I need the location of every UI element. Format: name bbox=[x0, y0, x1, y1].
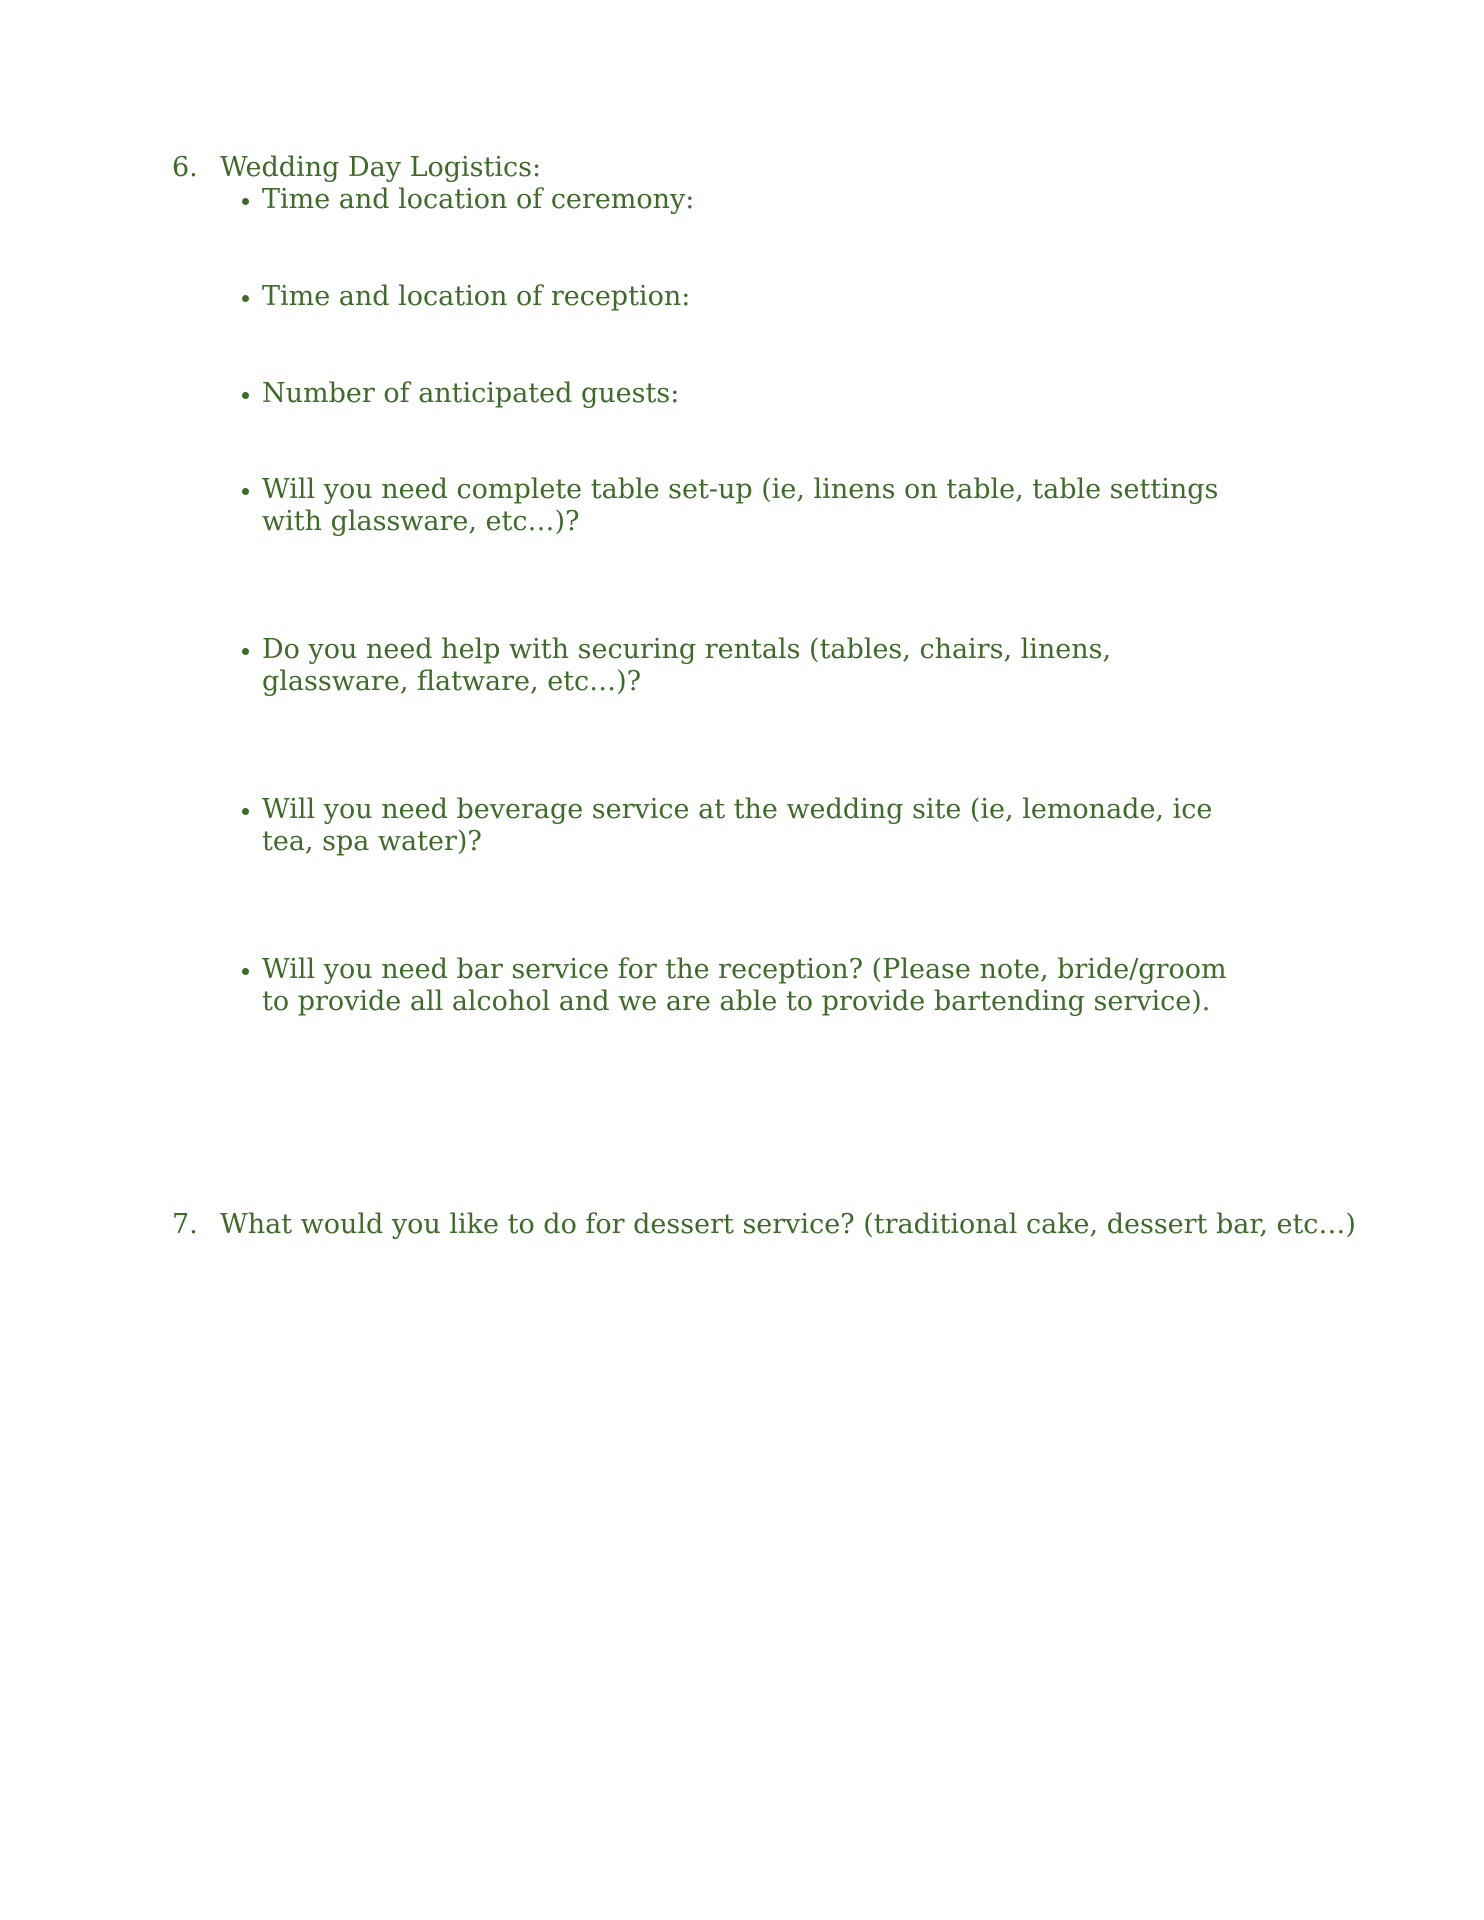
bullet-item-table-setup bbox=[242, 474, 1262, 538]
bullet-icon bbox=[242, 392, 249, 399]
bullet-icon bbox=[242, 488, 249, 495]
bullet-icon bbox=[242, 295, 249, 302]
bullet-icon bbox=[242, 968, 249, 975]
bullet-item-ceremony bbox=[242, 184, 1262, 216]
bullet-icon bbox=[242, 648, 249, 655]
bullet-text: Time and location of reception: bbox=[262, 281, 691, 312]
question-title: What would you like to do for dessert service? (traditional cake, dessert bar, etc…) bbox=[220, 1209, 1356, 1240]
question-number: 7. bbox=[172, 1209, 198, 1240]
question-title: Wedding Day Logistics: bbox=[220, 152, 542, 183]
bullet-item-bar bbox=[242, 954, 1262, 1018]
bullet-item-beverage bbox=[242, 794, 1262, 858]
bullet-icon bbox=[242, 198, 249, 205]
bullet-text: Will you need bar service for the reception? (Please note, bride/groom to provide all alcohol and we are able to provide bartending service). bbox=[262, 954, 1227, 1017]
bullet-item-reception bbox=[242, 281, 1262, 313]
bullet-text: Do you need help with securing rentals (tables, chairs, linens, glassware, flatware, etc…)? bbox=[262, 634, 1112, 697]
bullet-text: Will you need beverage service at the wedding site (ie, lemonade, ice tea, spa water)? bbox=[262, 794, 1213, 857]
bullet-icon bbox=[242, 808, 249, 815]
question-number: 6. bbox=[172, 152, 198, 183]
bullet-text: Number of anticipated guests: bbox=[262, 378, 680, 409]
bullet-item-rentals bbox=[242, 634, 1262, 698]
bullet-item-guests bbox=[242, 378, 1262, 410]
bullet-text: Will you need complete table set-up (ie, linens on table, table settings with glassware, etc…)? bbox=[262, 474, 1219, 537]
bullet-text: Time and location of ceremony: bbox=[262, 184, 695, 215]
